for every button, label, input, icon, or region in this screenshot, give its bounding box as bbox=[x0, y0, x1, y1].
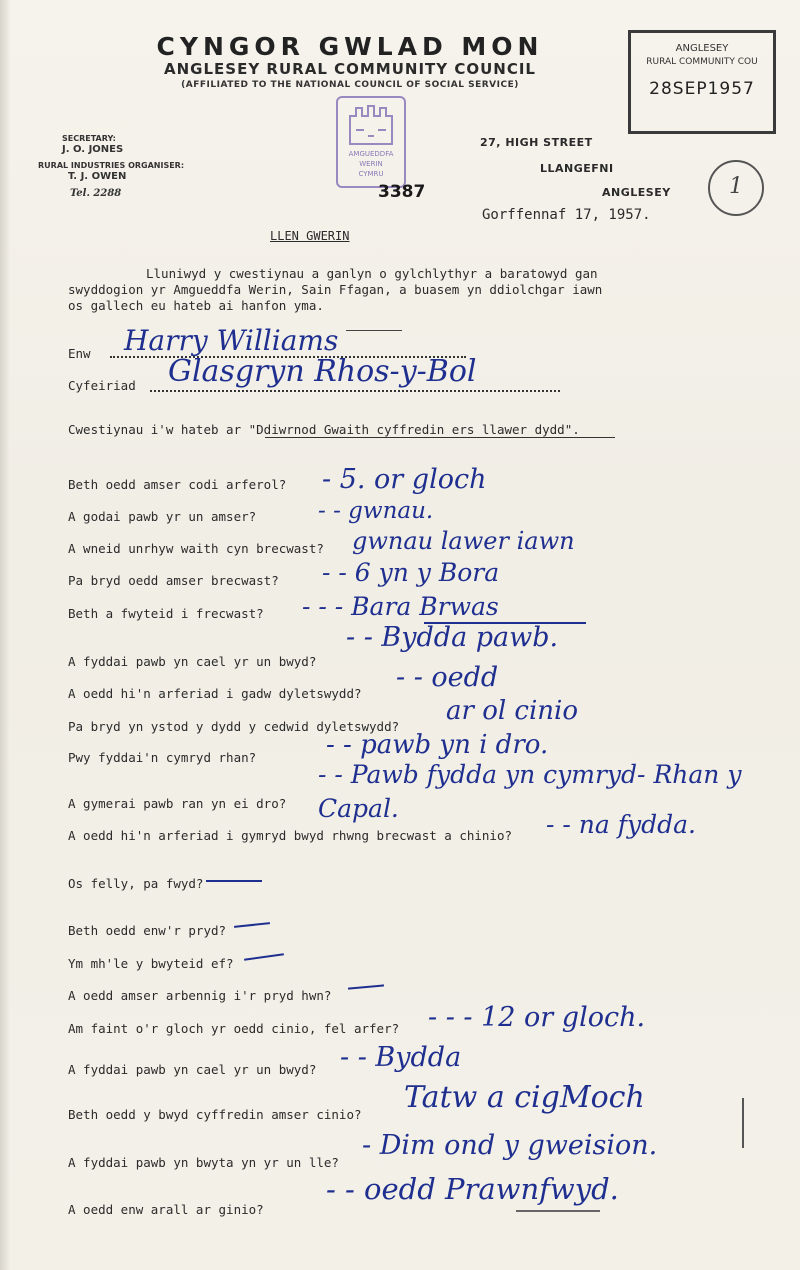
address-label: Cyfeiriad bbox=[68, 378, 136, 393]
address-line-2: LLANGEFNI bbox=[540, 162, 614, 175]
answer-18: Tatw a cigMoch bbox=[404, 1080, 645, 1115]
question-17: A fyddai pawb yn cael yr un bwyd? bbox=[68, 1062, 317, 1077]
question-15: A oedd amser arbennig i'r pryd hwn? bbox=[68, 988, 332, 1003]
margin-pencil-mark bbox=[742, 1098, 744, 1148]
answer-17: - - Bydda bbox=[340, 1042, 462, 1073]
answer-8: ar ol cinio bbox=[446, 696, 579, 726]
intro-line-2: swyddogion yr Amgueddfa Werin, Sain Ffagan, a buasem yn ddiolchgar iawn bbox=[68, 282, 603, 297]
question-8: Pa bryd yn ystod y dydd y cedwid dyletswydd? bbox=[68, 719, 400, 734]
secretary-label: SECRETARY: bbox=[62, 134, 116, 143]
question-12: Os felly, pa fwyd? bbox=[68, 876, 204, 891]
question-14: Ym mh'le y bwyteid ef? bbox=[68, 956, 234, 971]
answer-14-dash bbox=[244, 953, 284, 961]
museum-stamp-line-2: WERIN bbox=[359, 160, 383, 168]
stamp-line-2: RURAL COMMUNITY COU bbox=[646, 57, 758, 67]
intro-line-1: Lluniwyd y cwestiynau a ganlyn o gylchlythyr a baratowyd gan bbox=[146, 266, 598, 281]
question-10: A gymerai pawb ran yn ei dro? bbox=[68, 796, 287, 811]
answer-9: - - pawb yn i dro. bbox=[326, 730, 549, 760]
letter-date: Gorffennaf 17, 1957. bbox=[482, 207, 651, 223]
answer-3: gwnau lawer iawn bbox=[352, 527, 575, 555]
question-20: A oedd enw arall ar ginio? bbox=[68, 1202, 264, 1217]
answer-2: - - gwnau. bbox=[318, 498, 434, 524]
stamp-line-1: ANGLESEY bbox=[675, 43, 729, 54]
question-16: Am faint o'r gloch yr oedd cinio, fel arfer? bbox=[68, 1021, 400, 1036]
museum-stamp-line-1: AMGUEDDFA bbox=[348, 150, 394, 158]
council-affiliation: (AFFILIATED TO THE NATIONAL COUNCIL OF SOCIAL SERVICE) bbox=[181, 80, 519, 90]
answer-4: - - 6 yn y Bora bbox=[322, 558, 500, 587]
address-line-1: 27, HIGH STREET bbox=[480, 136, 593, 149]
answer-12-dash bbox=[206, 880, 262, 882]
answer-13-dash bbox=[234, 922, 270, 928]
question-4: Pa bryd oedd amser brecwast? bbox=[68, 573, 279, 588]
answer-20-underline bbox=[516, 1210, 600, 1212]
answer-19: - Dim ond y gweision. bbox=[362, 1130, 658, 1161]
question-7: A oedd hi'n arferiad i gadw dyletswydd? bbox=[68, 686, 362, 701]
circled-page-number bbox=[708, 160, 764, 216]
address-dotted-line bbox=[150, 390, 560, 392]
address-handwritten: Glasgryn Rhos-y-Bol bbox=[168, 354, 477, 389]
answer-11: - - na fydda. bbox=[546, 810, 696, 839]
intro-line-3: os gallech eu hateb ai hanfon yma. bbox=[68, 298, 324, 313]
circled-number-text: 1 bbox=[729, 174, 743, 199]
answer-1: - 5. or gloch bbox=[322, 464, 487, 495]
question-2: A godai pawb yr un amser? bbox=[68, 509, 257, 524]
name-handwritten: Harry Williams bbox=[124, 324, 339, 357]
council-subtitle: ANGLESEY RURAL COMMUNITY COUNCIL bbox=[164, 60, 536, 78]
received-date-stamp bbox=[628, 30, 776, 134]
question-18: Beth oedd y bwyd cyffredin amser cinio? bbox=[68, 1107, 362, 1122]
question-19: A fyddai pawb yn bwyta yn yr un lle? bbox=[68, 1155, 339, 1170]
answer-6: - - Bydda pawb. bbox=[346, 622, 559, 653]
museum-stamp-line-3: CYMRU bbox=[358, 170, 384, 178]
question-13: Beth oedd enw'r pryd? bbox=[68, 923, 227, 938]
page-edge bbox=[0, 0, 10, 1270]
address-line-3: ANGLESEY bbox=[602, 186, 671, 199]
question-6: A fyddai pawb yn cael yr un bwyd? bbox=[68, 654, 317, 669]
questions-intro-underline bbox=[265, 437, 615, 438]
organiser-label: RURAL INDUSTRIES ORGANISER: bbox=[38, 161, 185, 170]
questions-intro: Cwestiynau i'w hateb ar "Ddiwrnod Gwaith cyffredin ers llawer dydd". bbox=[68, 422, 580, 437]
organiser-name: T. J. OWEN bbox=[68, 171, 127, 182]
answer-20: - - oedd Prawnfwyd. bbox=[326, 1172, 619, 1206]
document-heading: LLEN GWERIN bbox=[270, 229, 350, 243]
secretary-name: J. O. JONES bbox=[62, 144, 124, 155]
answer-7: - - oedd bbox=[396, 662, 499, 693]
answer-15-dash bbox=[348, 984, 384, 989]
question-9: Pwy fyddai'n cymryd rhan? bbox=[68, 750, 257, 765]
stamp-date: 28SEP1957 bbox=[649, 79, 755, 99]
answer-16: - - - 12 or gloch. bbox=[428, 1002, 646, 1033]
telephone: Tel. 2288 bbox=[70, 188, 122, 199]
council-title: CYNGOR GWLAD MON bbox=[156, 32, 544, 61]
question-3: A wneid unrhyw waith cyn brecwast? bbox=[68, 541, 324, 556]
question-5: Beth a fwyteid i frecwast? bbox=[68, 606, 264, 621]
archive-number: 3387 bbox=[378, 182, 426, 202]
answer-10: - - Pawb fydda yn cymryd- Rhan y Capal. bbox=[318, 760, 742, 823]
answer-5: - - - Bara Brwas bbox=[302, 592, 499, 621]
name-label: Enw bbox=[68, 346, 91, 361]
museum-stamp bbox=[336, 96, 406, 188]
question-11: A oedd hi'n arferiad i gymryd bwyd rhwng brecwast a chinio? bbox=[68, 828, 513, 843]
separator-line bbox=[346, 330, 402, 331]
castle-icon bbox=[338, 100, 404, 148]
question-1: Beth oedd amser codi arferol? bbox=[68, 477, 287, 492]
